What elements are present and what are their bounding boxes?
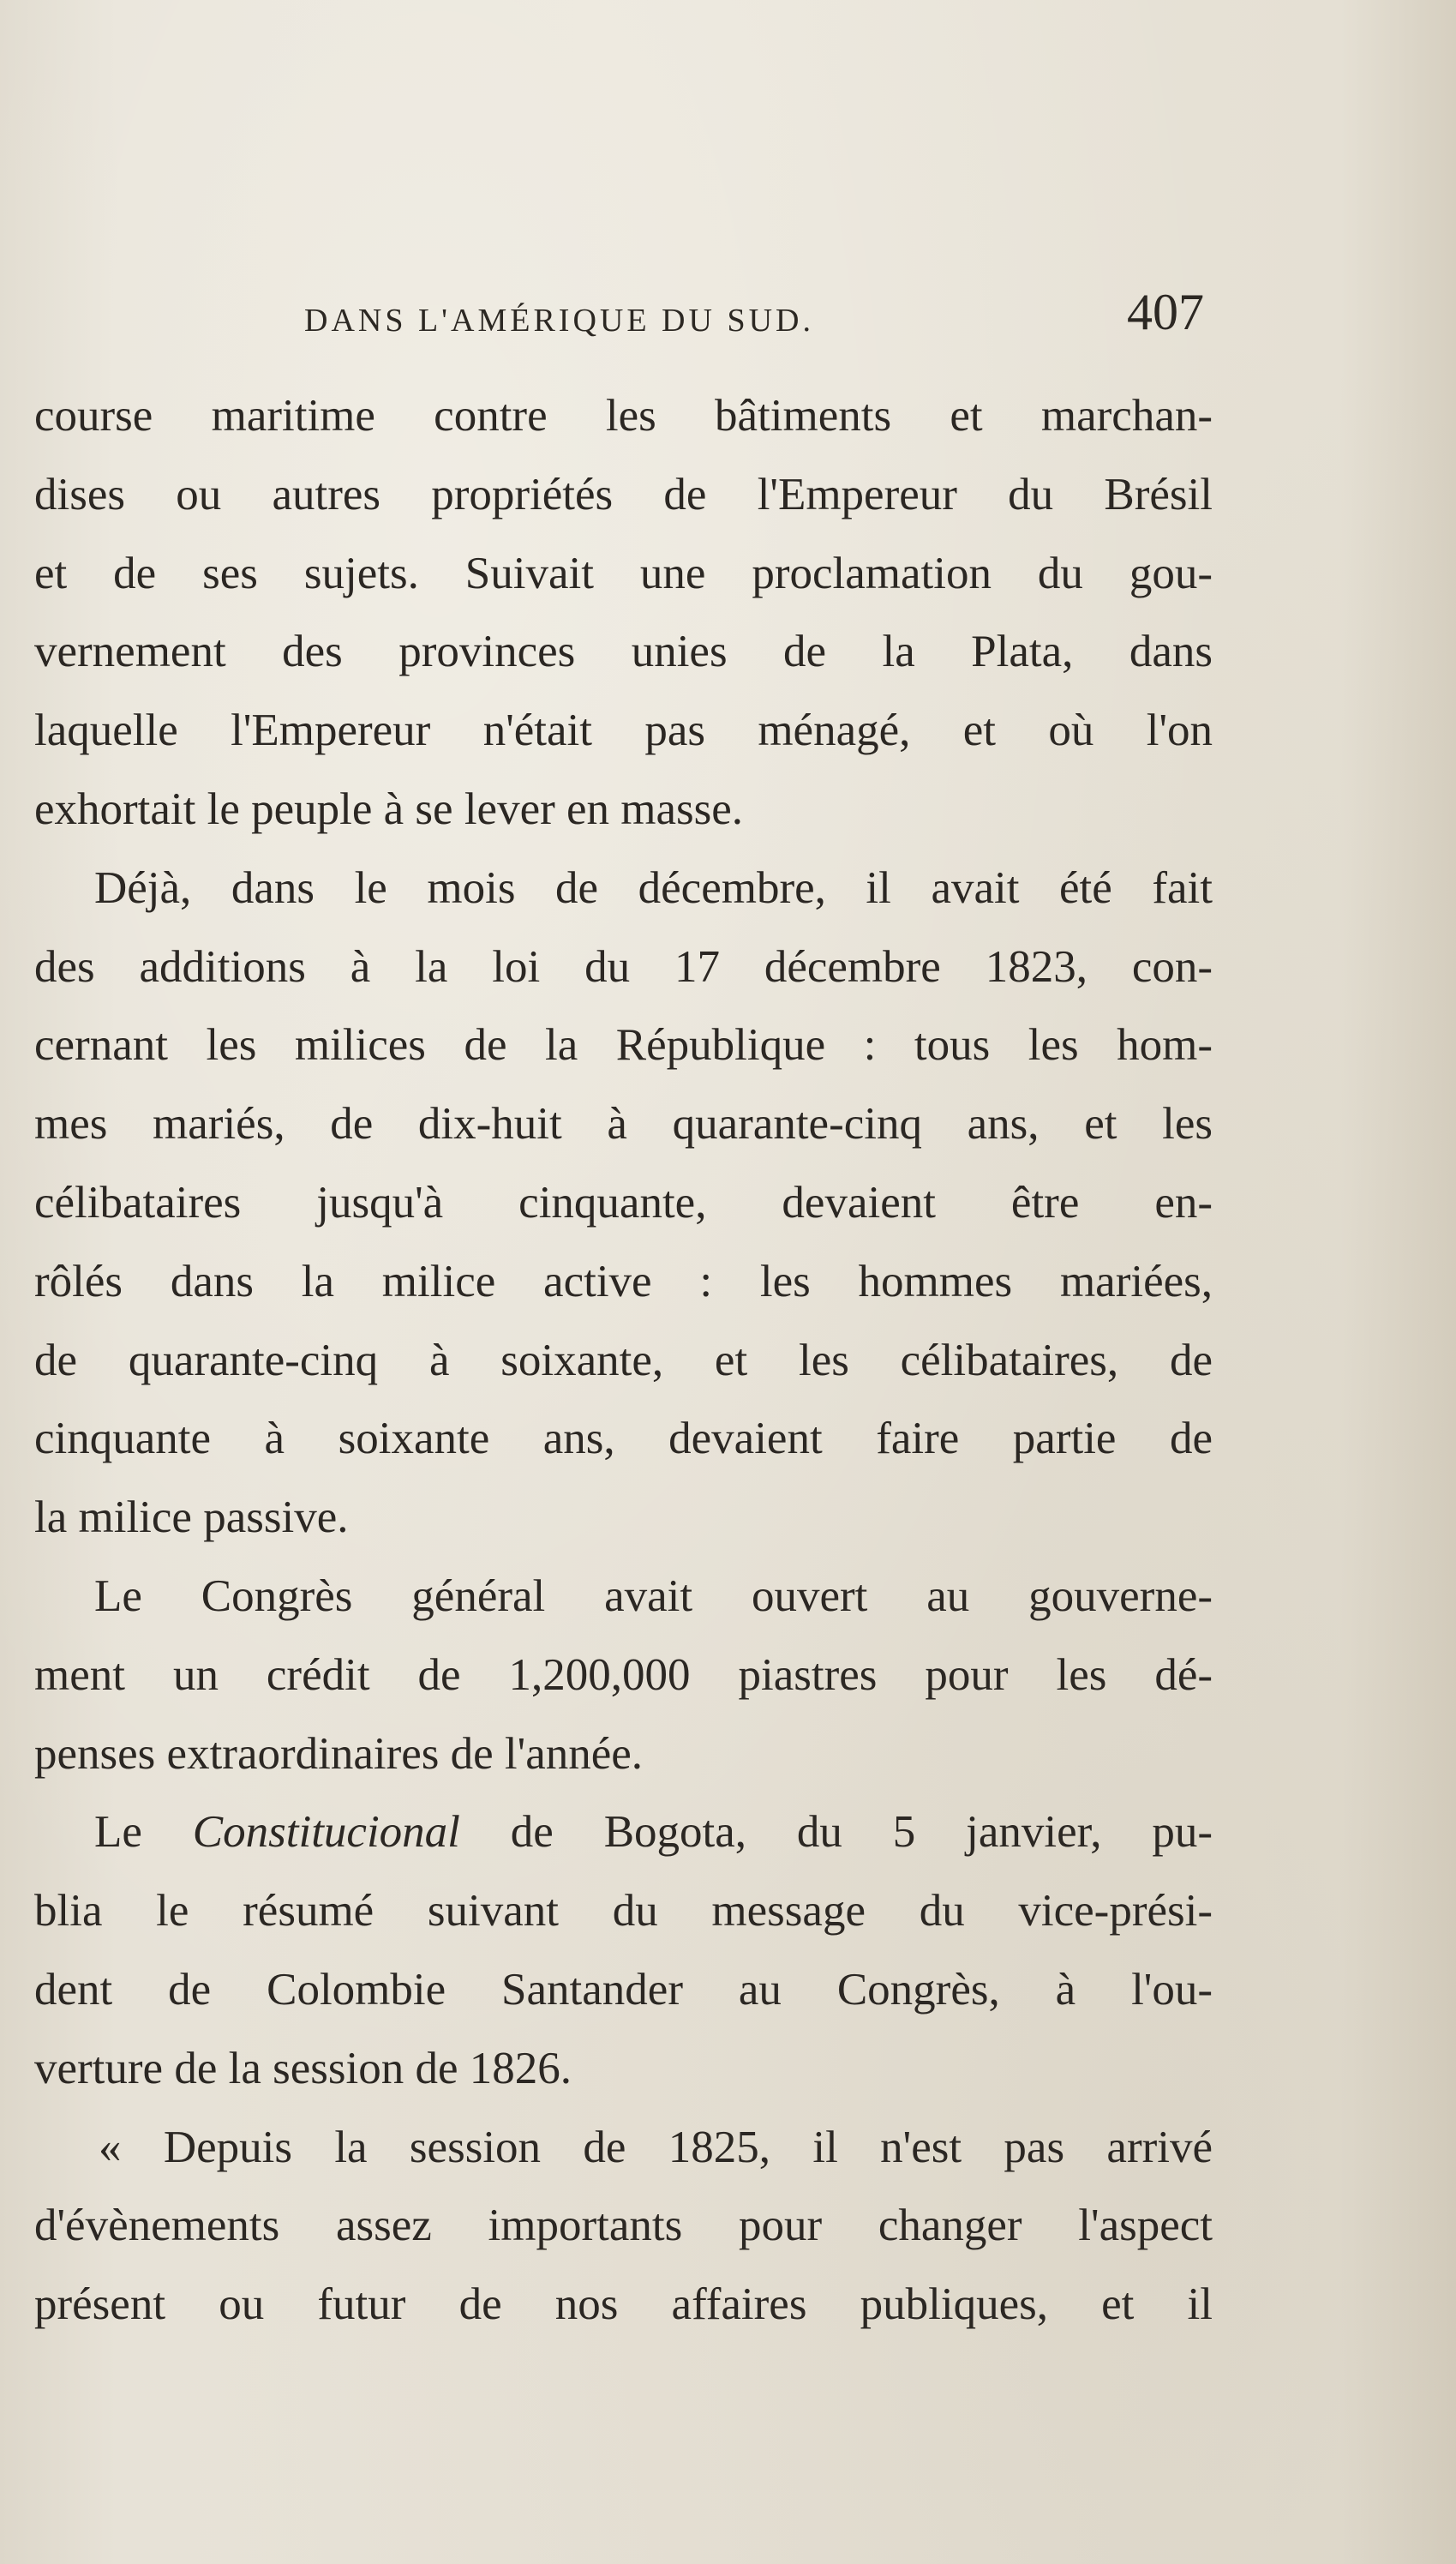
text-line: blia le résumé suivant du message du vice-prési-	[34, 1886, 1213, 1937]
text-line: Déjà, dans le mois de décembre, il avait été fait	[94, 862, 1213, 913]
text-line: la milice passive.	[34, 1492, 349, 1543]
body-text	[34, 377, 1213, 2345]
text-line: d'évènements assez importants pour changer l'aspect	[34, 2201, 1213, 2251]
text-line: exhortait le peuple à se lever en masse.	[34, 784, 744, 834]
text-line: célibataires jusqu'à cinquante, devaient être en-	[34, 1177, 1213, 1228]
text-line: Le Congrès général avait ouvert au gouverne-	[94, 1570, 1213, 1621]
text-line: verture de la session de 1826.	[34, 2043, 572, 2093]
text-line: de quarante-cinq à soixante, et les célibataires, de	[34, 1335, 1213, 1385]
text-line: ment un crédit de 1,200,000 piastres pour les dé-	[34, 1649, 1213, 1700]
text-line: dent de Colombie Santander au Congrès, à l'ou-	[34, 1964, 1213, 2015]
paragraph-5	[34, 2109, 1213, 2345]
text-line: vernement des provinces unies de la Plata, dans	[34, 627, 1213, 677]
text-line: course maritime contre les bâtiments et marchan-	[34, 391, 1213, 441]
text-line: présent ou futur de nos affaires publiques, et il	[34, 2279, 1213, 2330]
paragraph-4	[34, 1793, 1213, 2108]
text-run: de Bogota, du 5 janvier, pu-	[459, 1807, 1213, 1858]
newspaper-title: Constitucional	[192, 1807, 460, 1858]
text-line: penses extraordinaires de l'année.	[34, 1728, 644, 1779]
text-line: rôlés dans la milice active : les hommes mariées,	[34, 1256, 1213, 1306]
text-line: cinquante à soixante ans, devaient faire partie de	[34, 1414, 1213, 1464]
paragraph-1	[34, 377, 1213, 850]
text-run: Le	[94, 1807, 193, 1858]
text-line: laquelle l'Empereur n'était pas ménagé, et où l'on	[34, 706, 1213, 756]
paragraph-3	[34, 1558, 1213, 1793]
paragraph-2	[34, 850, 1213, 1558]
text-line: des additions à la loi du 17 décembre 1823, con-	[34, 941, 1213, 992]
text-line: cernant les milices de la République : tous les hom-	[34, 1020, 1213, 1071]
page-number: 407	[1127, 284, 1204, 340]
text-line: et de ses sujets. Suivait une proclamation du gou-	[34, 548, 1213, 598]
text-line: mes mariés, de dix-huit à quarante-cinq ans, et les	[34, 1099, 1213, 1150]
text-line: dises ou autres propriétés de l'Empereur du Brésil	[34, 469, 1213, 519]
text-line: « Depuis la session de 1825, il n'est pas arrivé	[99, 2122, 1213, 2172]
page-header	[34, 283, 1213, 351]
running-head: DANS L'AMÉRIQUE DU SUD.	[304, 303, 814, 339]
text-line	[34, 1793, 1213, 1872]
